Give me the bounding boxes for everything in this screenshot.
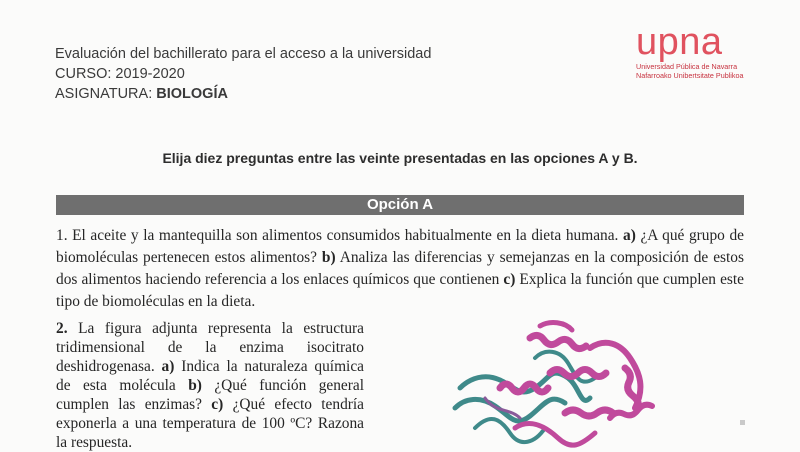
question-2-intro: La figura adjunta representa la estructura tridimensional de la enzima isocitrato deshidrogenasa. [56, 320, 364, 375]
question-2-b-text: ¿Qué función general cumplen las enzimas? [56, 377, 364, 413]
question-2-number: 2. [56, 320, 68, 337]
exam-title: Evaluación del bachillerato para el acceso a la universidad [55, 46, 432, 62]
logo-line-eu: Nafarroako Unibertsitate Publikoa [636, 71, 744, 80]
instructions: Elija diez preguntas entre las veinte presentadas en las opciones A y B. [162, 150, 638, 166]
subject-name: BIOLOGÍA [156, 86, 228, 102]
question-1-a-text: ¿A qué grupo de biomoléculas pertenecen estos alimentos? [56, 227, 744, 266]
question-2-c-label: c) [211, 396, 224, 413]
question-2 [56, 319, 364, 452]
question-2-a-text: Indica la naturaleza química de esta molécula [56, 358, 364, 394]
university-logo [636, 22, 776, 80]
course-year: CURSO: 2019-2020 [55, 66, 185, 82]
question-1-b-label: b) [321, 249, 336, 266]
protein-structure-figure [440, 318, 680, 450]
option-a-heading: Opción A [56, 195, 744, 215]
question-1-c-text: Explica la función que cumplen este tipo de biomoléculas en la dieta. [56, 271, 744, 310]
subject-line [55, 84, 431, 104]
question-1-b-text: Analiza las diferencias y semejanzas en la composición de estos dos alimentos haciendo referencia a los enlaces químicos que contienen [56, 249, 744, 288]
question-1-a-label: a) [623, 227, 636, 244]
question-1 [56, 225, 744, 313]
question-2-b-label: b) [188, 377, 202, 394]
question-2-c-text: ¿Qué efecto tendría exponerla a una temperatura de 100 ºC? Razona la respuesta. [56, 396, 364, 451]
question-1-c-label: c) [503, 271, 516, 288]
page-mark [740, 420, 745, 425]
logo-line-es: Universidad Pública de Navarra [636, 62, 738, 71]
question-2-a-label: a) [161, 358, 175, 375]
subject-label: ASIGNATURA: [55, 86, 157, 102]
document-header [55, 44, 431, 104]
logo-word: upna [636, 21, 723, 63]
question-1-intro: 1. El aceite y la mantequilla son alimentos consumidos habitualmente en la dieta humana. [56, 227, 624, 244]
